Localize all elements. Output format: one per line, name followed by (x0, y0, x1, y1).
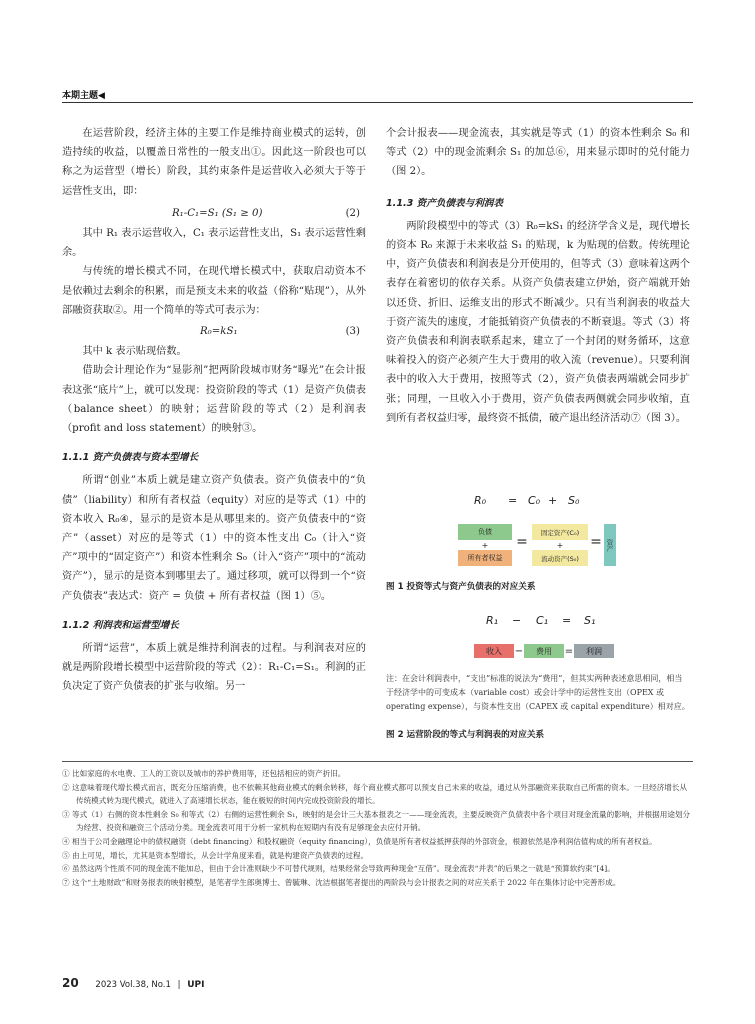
footnote: ② 这意味着现代增长模式而言，既充分压缩消费，也不依赖其他商业模式的剩余转移，每个商业模式都可以预支自己未来的收益，通过从外部融资来获取自己所需的资本。一旦经济增长从传统模式转为现代模式，就进入了高速增长状态，能在极短的时间内完成投资阶段的增长。 (62, 782, 688, 806)
equation-2 (62, 204, 366, 223)
paragraph: 与传统的增长模式不同，在现代增长模式中，获取启动资本不是依赖过去剩余的积累，而是预支未来的收益（俗称“贴现”），从外部融资获取②。用一个简单的等式可表示为： (62, 266, 366, 316)
fig2-label-r1: R₁ (486, 614, 499, 627)
journal-logo: UPI (187, 980, 205, 990)
fig2-profit-box: 利润 (574, 644, 614, 658)
fig1-label-s0: S₀ (568, 494, 580, 507)
equation-3 (62, 322, 366, 341)
fig1-label-r0: R₀ (474, 494, 487, 507)
fig1-asset-box: 资产 (604, 524, 616, 566)
subsection-heading-113: 1.1.3 资产负债表与利润表 (386, 197, 503, 209)
fig2-label-eq: = (562, 614, 572, 627)
figure-2-note: 注：在会计利润表中，“支出”标准的说法为“费用”，但其实两种表述意思相同，相当于经济学中的可变成本（variable cost）或会计学中的运营性支出（OPEX 或 operating expense），与资本性支出（CAPEX 或 capital expenditure）相对应。 (386, 674, 690, 711)
subsection-heading-111: 1.1.1 资产负债表与资本型增长 (62, 452, 199, 464)
fig1-label-plus: + (548, 494, 558, 507)
header-rule (62, 102, 693, 103)
footnote: ③ 等式（1）右侧的资本性剩余 S₀ 和等式（2）右侧的运营性剩余 S₁，映射的是会计三大基本报表之一——现金流表，主要反映资产负债表中各个项目对现金流量的影响，并根据用途划分为经营、投资和融资三个活动分类。现金流表可用于分析一家机构在短期内有没有足够现金去应付开销。 (62, 809, 691, 833)
figure-1-caption: 图 1 投资等式与资产负债表的对应关系 (386, 582, 536, 592)
issue-info: 2023 Vol.38, No.1 (95, 980, 171, 990)
paragraph: 个会计报表——现金流表，其实就是等式（1）的资本性剩余 S₀ 和等式（2）中的现金流剩余 S₁ 的加总⑥，用来显示即时的兑付能力（图 2）。 (386, 128, 690, 178)
subsection-heading-112: 1.1.2 利润表和运营型增长 (62, 619, 179, 631)
paragraph: 在运营阶段，经济主体的主要工作是维持商业模式的运转，创造持续的收益，以覆盖日常性的一般支出①。因此这一阶段也可以称之为运营型（增长）阶段，其约束条件是运营收入必须大于等于运营性支出，即： (62, 128, 366, 197)
paragraph: 借助会计理论作为“显影剂”把两阶段城市财务“曝光”在会计报表这张“底片”上，就可以发现：投资阶段的等式（1）是资产负债表（balance sheet）的映射；运营阶段的等式（2）是利润表（profit and loss statement）的映射③。 (62, 365, 366, 435)
fig1-plus-right: + (556, 540, 564, 550)
fig1-fixed-asset-box: 固定资产(C₀) (532, 524, 588, 540)
footnote: ④ 相当于公司金融理论中的债权融资（debt financing）和股权融资（equity financing），负债是所有者权益抵押获得的外部资金，根源依然是净利润估值构成的所有者权益。 (62, 836, 657, 846)
footnote-rule (62, 761, 693, 762)
right-column (386, 124, 690, 428)
fig1-plus-left: + (481, 540, 489, 550)
page-footer: 20 2023 Vol.38, No.1 | UPI (62, 976, 205, 990)
fig2-expense-box: 费用 (524, 644, 564, 658)
equation-text: R₁-C₁=S₁ (S₁ ≥ 0) (172, 207, 263, 219)
footnote: ⑦ 这个“土地财政”和财务报表的映射模型，是笔者学生郎奥博士、曾毓琳、沈洁根据笔者提出的两阶段与会计报表之间的对应关系于 2022 年在集体讨论中完善形成。 (62, 877, 621, 887)
figure-1 (386, 494, 690, 604)
footnote: ① 比如家庭的水电费、工人的工资以及城市的养护费用等，还包括相应的资产折旧。 (62, 769, 346, 778)
paragraph: 其中 R₁ 表示运营收入，C₁ 表示运营性支出，S₁ 表示运营性剩余。 (62, 228, 366, 259)
fig1-equals-right: = (590, 534, 602, 550)
paragraph: 其中 k 表示贴现倍数。 (82, 346, 187, 358)
fig1-label-eq: = (508, 494, 518, 507)
fig2-income-box: 收入 (474, 644, 514, 658)
fig1-current-asset-box: 流动资产(S₀) (532, 550, 588, 566)
page-number: 20 (62, 976, 79, 990)
fig1-label-c0: C₀ (528, 494, 541, 507)
equation-number: (3) (345, 326, 360, 338)
equation-number: (2) (345, 207, 360, 219)
paragraph: 所谓“创业”本质上就是建立资产负债表。资产负债表中的“负债”（liability）和所有者权益（equity）对应的是等式（1）中的资本收入 R₀④，显示的是资本是从哪里来的。资产负债表中的“资产”（asset）对应的是等式（1）中的资本性支出 C₀（计入“资产”项中的“固定资产”）和资本性剩余 S₀（计入“资产”项中的“流动资产”），显示的是资本到哪里去了。通过移项，就可以得到一个“资产负债表”表达式：资产 = 负债 + 所有者权益（图 1）⑤。 (62, 475, 366, 602)
fig1-equals-mid: = (516, 534, 528, 550)
section-tag: 本期主题◀ (62, 91, 105, 101)
figure-2-caption: 图 2 运营阶段的等式与利润表的对应关系 (386, 730, 545, 740)
fig2-label-s1: S₁ (584, 614, 596, 627)
footnotes (62, 767, 693, 889)
fig2-minus: − (514, 645, 524, 657)
fig1-liability-box: 负债 (458, 524, 512, 540)
fig2-label-c1: C₁ (536, 614, 549, 627)
footnote: ⑤ 由上可见，增长，尤其是资本型增长，从会计学角度来看，就是构建资产负债表的过程。 (62, 850, 369, 860)
fig1-equity-box: 所有者权益 (458, 550, 512, 566)
fig2-label-minus: − (512, 614, 522, 627)
fig2-equals: = (564, 645, 574, 657)
paragraph: 两阶段模型中的等式（3）R₀=kS₁ 的经济学含义是，现代增长的资本 R₀ 来源于未来收益 S₁ 的贴现，k 为贴现的倍数。传统理论中，资产负债表和利润表是分开使用的，但等式（3）意味着这两个表存在着密切的依存关系。从资产负债表建立伊始，资产端就开始以还贷、折旧、运维支出的形式不断减少。只有当利润表的收益大于资产流失的速度，才能抵销资产负债表的不断衰退。等式（3）将资产负债表和利润表联系起来，建立了一个封闭的财务循环，这意味着投入的资产必须产生大于费用的收入流（revenue）。只要利润表中的收入大于费用，按照等式（2），资产负债表两端就会同步扩张；同理，一旦收入小于费用，资产负债表两侧就会同步收缩，直到所有者权益归零，最终资不抵债，破产退出经济活动⑦（图 3）。 (386, 220, 690, 424)
figure-2 (386, 614, 690, 744)
equation-text: R₀=kS₁ (200, 326, 238, 338)
paragraph: 所谓“运营”，本质上就是维持利润表的过程。与利润表对应的就是两阶段增长模型中运营阶段的等式（2）：R₁-C₁=S₁。利润的正负决定了资产负债表的扩张与收缩。另一 (62, 643, 366, 693)
footnote: ⑥ 虽然这两个性质不同的现金流不能加总，但由于会计准则缺少不可替代规则，结果经常会导致两种现金“互借”。现金流表“并表”的后果之一就是“预算软约束”[4]。 (62, 864, 615, 874)
left-column (62, 124, 366, 697)
